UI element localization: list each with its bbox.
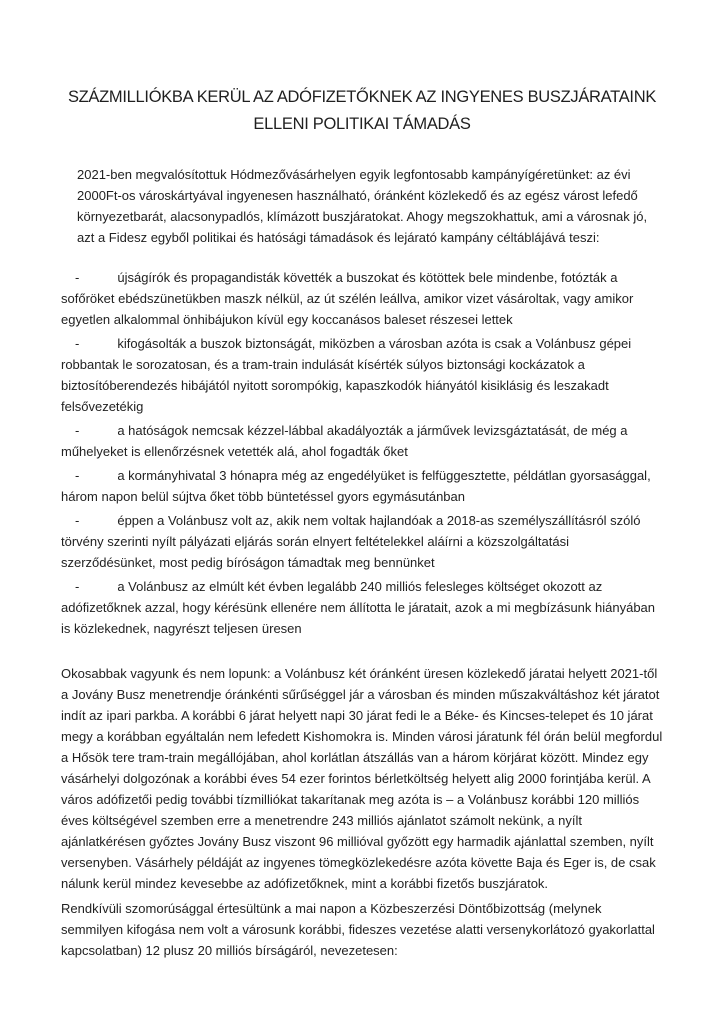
bullet-text: a hatóságok nemcsak kézzel-lábbal akadályozták a járművek levizsgáztatását, de még a műhelyeket is ellenőrzésnek vetették alá, ahol fogadták őket (61, 423, 628, 459)
bullet-marker: - (75, 270, 80, 285)
title-line-1: SZÁZMILLIÓKBA KERÜL AZ ADÓFIZETŐKNEK AZ INGYENES BUSZJÁRATAINK (67, 88, 657, 106)
bullet-item-6 (61, 576, 663, 639)
bullet-text: éppen a Volánbusz volt az, akik nem voltak hajlandóak a 2018-as személyszállításról szóló törvény szerinti nyílt pályázati eljárás során elnyert feltételekkel aláírni a közszolgáltatási szerződésünket, most pedig bíróságon támadtak meg bennünket (61, 513, 641, 570)
bullet-item-4 (61, 465, 663, 507)
bullet-text: a Volánbusz az elmúlt két évben legalább 240 milliós felesleges költséget okozott az adófizetőknek azzal, hogy kérésünk ellenére nem állította le járatait, azok a mi megbízásunk hiányában is közlekednek, nagyrészt teljesen üresen (61, 579, 656, 636)
bullet-item-2 (61, 333, 663, 417)
bullet-item-1 (61, 267, 663, 330)
bullet-text: a kormányhivatal 3 hónapra még az engedélyüket is felfüggesztette, példátlan gyorsasággal, három napon belül sújtva őket több büntetéssel gyors egymásutánban (61, 468, 651, 504)
bullet-text: újságírók és propagandisták követték a buszokat és kötöttek bele mindenbe, fotózták a sofőröket ebédszünetükben maszk nélkül, az út szélén leállva, amikor vizet vásároltak, vagy amikor egyetlen alkalommal önhibájukon kívül egy koccanásos baleset részesei lettek (61, 270, 634, 327)
bullet-marker: - (75, 336, 80, 351)
page-title (21, 84, 703, 138)
bullet-text: kifogásolták a buszok biztonságát, miközben a városban azóta is csak a Volánbusz gépei robbantak le sorozatosan, és a tram-train indulását kísérték súlyos biztonsági kockázatok a biztosítóberendezés hibájától nyitott sorompókig, kapaszkodók hiányától kisiklásig és leszakadt felsővezetékig (61, 336, 632, 414)
bullet-marker: - (75, 423, 80, 438)
title-line-2: ELLENI POLITIKAI TÁMADÁS (253, 115, 471, 133)
intro-paragraph: 2021-ben megvalósítottuk Hódmezővásárhelyen egyik legfontosabb kampányígéretünket: az évi 2000Ft-os városkártyával ingyenesen használható, óránként közlekedő és az egész várost lefedő környezetbarát, alacsonypadlós, klímázott buszjáratokat. Ahogy megszokhattuk, ami a városnak jó, azt a Fidesz egyből politikai és hatósági támadások és lejárató kampány céltáblájává teszi: (77, 167, 648, 245)
bullet-item-5 (61, 510, 663, 573)
bullet-marker: - (75, 468, 80, 483)
body-paragraph-2: Rendkívüli szomorúsággal értesültünk a mai napon a Közbeszerzési Döntőbizottság (melynek semmilyen kifogása nem volt a városunk korábbi, fideszes vezetése alatti versenykorlátozó gyakorlattal kapcsolatban) 12 plusz 20 milliós bírságáról, nevezetesen: (61, 901, 655, 958)
bullet-list (61, 267, 663, 639)
body-paragraph-1: Okosabbak vagyunk és nem lopunk: a Volánbusz két óránként üresen közlekedő járatai helyett 2021-től a Jovány Busz menetrendje óránkénti sűrűséggel jár a városban és minden műszakváltáshoz két járatot indít az ipari parkba. A korábbi 6 járat helyett napi 30 járat fedi le a Béke- és Kincses-telepet és 10 járat megy a korábban egyáltalán nem lefedett Kishomokra is. Minden városi járatunk fél órán belül megfordul a Hősök tere tram-train megállójában, ahol korlátlan átszállás van a három körjárat között. Mindez egy vásárhelyi dolgozónak a korábbi éves 54 ezer forintos bérletköltség helyett alig 2000 forintjába kerül. A város adófizetői pedig további tízmilliókat takarítanak meg azóta is – a Volánbusz korábbi 120 milliós éves költségével szemben erre a menetrendre 243 milliós ajánlatot számolt nekünk, a nyílt ajánlatkérésen győztes Jovány Busz viszont 96 millióval győzött egy harmadik ajánlattal szemben, nyílt versenyben. Vásárhely példáját az ingyenes tömegközlekedésre azóta követte Baja és Eger is, de csak nálunk kerül mindez kevesebbe az adófizetőknek, mint a korábbi fizetős buszjáratok. (61, 666, 663, 891)
bullet-item-3 (61, 420, 663, 462)
bullet-marker: - (75, 513, 80, 528)
bullet-marker: - (75, 579, 80, 594)
